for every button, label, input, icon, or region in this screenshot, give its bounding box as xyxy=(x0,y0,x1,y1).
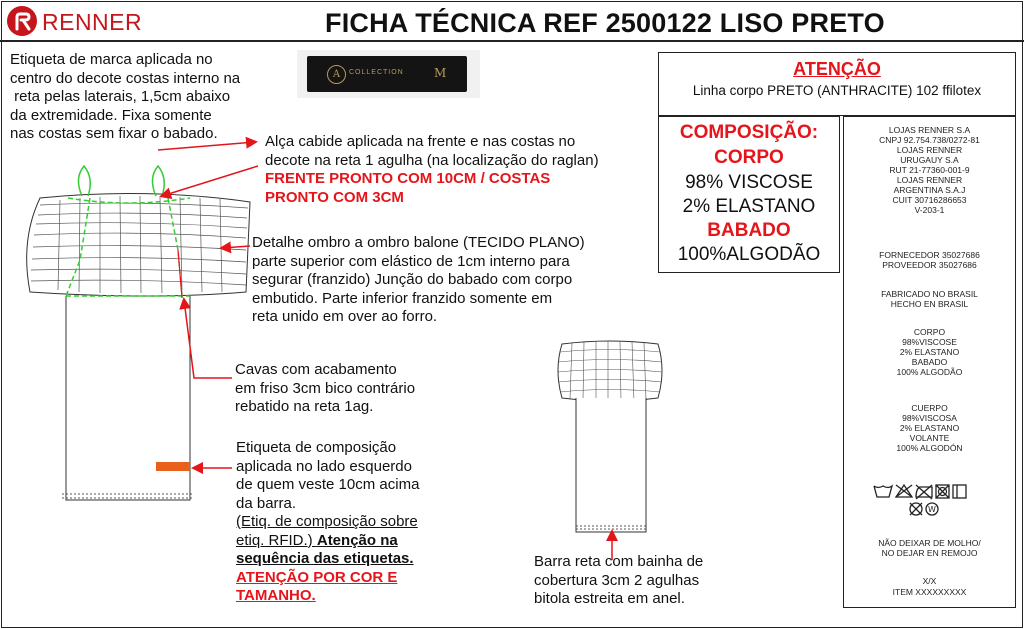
note-line-red: ATENÇÃO POR COR E xyxy=(236,568,398,586)
dress-back-small xyxy=(558,341,662,532)
care-label-size: X/X xyxy=(922,576,937,586)
care-label-item: ITEM XXXXXXXXX xyxy=(892,587,967,597)
label-line: 2% ELASTANO xyxy=(899,423,960,433)
label-line: VOLANTE xyxy=(909,433,950,443)
arrow-hanger xyxy=(162,166,258,196)
label-line: NO DEJAR EN REMOJO xyxy=(881,548,978,558)
rfid-attention-text: Atenção na xyxy=(316,531,398,549)
svg-text:W: W xyxy=(928,505,936,514)
label-line: URUGAUY S.A xyxy=(900,155,959,165)
attention-title: ATENÇÃO xyxy=(793,59,881,79)
label-line: LOJAS RENNER xyxy=(896,175,963,185)
label-line: CNPJ 92.754.738/0272-81 xyxy=(879,135,980,145)
note-line: rebatido na reta 1ag. xyxy=(235,398,374,415)
hanger-loop-left xyxy=(78,166,90,196)
note-line: Detalhe ombro a ombro balone (TECIDO PLANO) xyxy=(252,234,585,251)
label-line: V-203-1 xyxy=(914,205,945,215)
label-line: RUT 21-77360-001-9 xyxy=(889,165,970,175)
dress-front-large xyxy=(27,166,250,500)
note-line: decote na reta 1 agulha (na localização do raglan) xyxy=(265,151,599,169)
label-line: HECHO EN BRASIL xyxy=(890,299,969,309)
note-line: reta pelas laterais, 1,5cm abaixo xyxy=(10,88,231,105)
label-line: LOJAS RENNER S.A xyxy=(888,125,971,135)
note-line: da barra. xyxy=(236,494,297,512)
note-line: sequência das etiquetas. xyxy=(236,550,414,567)
label-line: BABADO xyxy=(911,357,948,367)
label-line: CUIT 30716286653 xyxy=(892,195,967,205)
note-line: segurar (franzido) Junção do babado com corpo xyxy=(252,271,573,288)
label-line: 2% ELASTANO xyxy=(899,347,960,357)
note-line: Cavas com acabamento xyxy=(235,361,397,378)
note-line: Etiqueta de marca aplicada no xyxy=(10,51,213,68)
brand-label-text: COLLECTION xyxy=(349,69,404,76)
note-line: cobertura 3cm 2 agulhas xyxy=(534,571,700,589)
note-line-red: TAMANHO. xyxy=(236,587,316,604)
label-line: NÃO DEIXAR DE MOLHO/ xyxy=(878,538,981,548)
label-line: 100% ALGODÃO xyxy=(896,367,963,377)
label-line: FABRICADO NO BRASIL xyxy=(881,289,978,299)
composition-babado-title: BABADO xyxy=(707,220,791,241)
note-line: Etiqueta de composição xyxy=(236,439,397,456)
composition-title: COMPOSIÇÃO: xyxy=(679,122,819,143)
brand-a-logo-icon: A xyxy=(327,65,346,84)
composition-label-marker xyxy=(156,462,190,471)
attention-text: Linha corpo PRETO (ANTHRACITE) 102 ffilotex xyxy=(692,83,982,98)
hanger-loop-right xyxy=(152,166,164,196)
label-line: FORNECEDOR 35027686 xyxy=(879,250,980,260)
label-line: PROVEEDOR 35027686 xyxy=(882,260,977,270)
arrow-armhole xyxy=(184,300,232,378)
label-line: 100% ALGODÓN xyxy=(896,443,963,453)
brand-label-size: M xyxy=(434,66,447,80)
note-line: embutido. Parte inferior franzido somente em xyxy=(252,289,553,307)
label-line: 98%VISCOSE xyxy=(902,337,957,347)
label-line: CUERPO xyxy=(911,403,948,413)
rfid-text: etiq. RFID.) xyxy=(236,531,317,549)
composition-line: 2% ELASTANO xyxy=(682,196,816,217)
note-line-red: FRENTE PRONTO COM 10CM / COSTAS xyxy=(265,170,551,187)
note-line: Alça cabide aplicada na frente e nas costas no xyxy=(265,133,576,150)
note-line: Barra reta com bainha de xyxy=(534,553,704,570)
back-body-outline xyxy=(576,398,646,532)
label-line: 98%VISCOSA xyxy=(902,413,957,423)
composition-line: 98% VISCOSE xyxy=(685,172,813,193)
note-line: bitola estreita em anel. xyxy=(534,590,685,607)
label-line: CORPO xyxy=(913,327,946,337)
note-line: nas costas sem fixar o babado. xyxy=(10,125,218,142)
note-line: de quem veste 10cm acima xyxy=(236,476,420,493)
note-line: reta unido em over ao forro. xyxy=(252,308,438,325)
note-line: da extremidade. Fixa somente xyxy=(10,106,212,124)
composition-body-title: CORPO xyxy=(714,147,784,168)
arrow-brand-label xyxy=(158,142,255,150)
label-line: LOJAS RENNER xyxy=(896,145,963,155)
composition-line: 100%ALGODÃO xyxy=(677,244,821,265)
note-line: parte superior com elástico de 1cm interno para xyxy=(252,252,570,270)
note-line: (Etiq. de composição sobre xyxy=(236,513,418,530)
note-line-red: PRONTO COM 3CM xyxy=(265,188,404,206)
note-line: centro do decote costas interno na xyxy=(10,69,241,87)
renner-logo-text: RENNER xyxy=(42,9,143,35)
label-line: ARGENTINA S.A.J xyxy=(893,185,966,195)
note-line: aplicada no lado esquerdo xyxy=(236,457,412,475)
note-line: em friso 3cm bico contrário xyxy=(235,379,416,397)
page-title: FICHA TÉCNICA REF 2500122 LISO PRETO xyxy=(325,8,885,38)
